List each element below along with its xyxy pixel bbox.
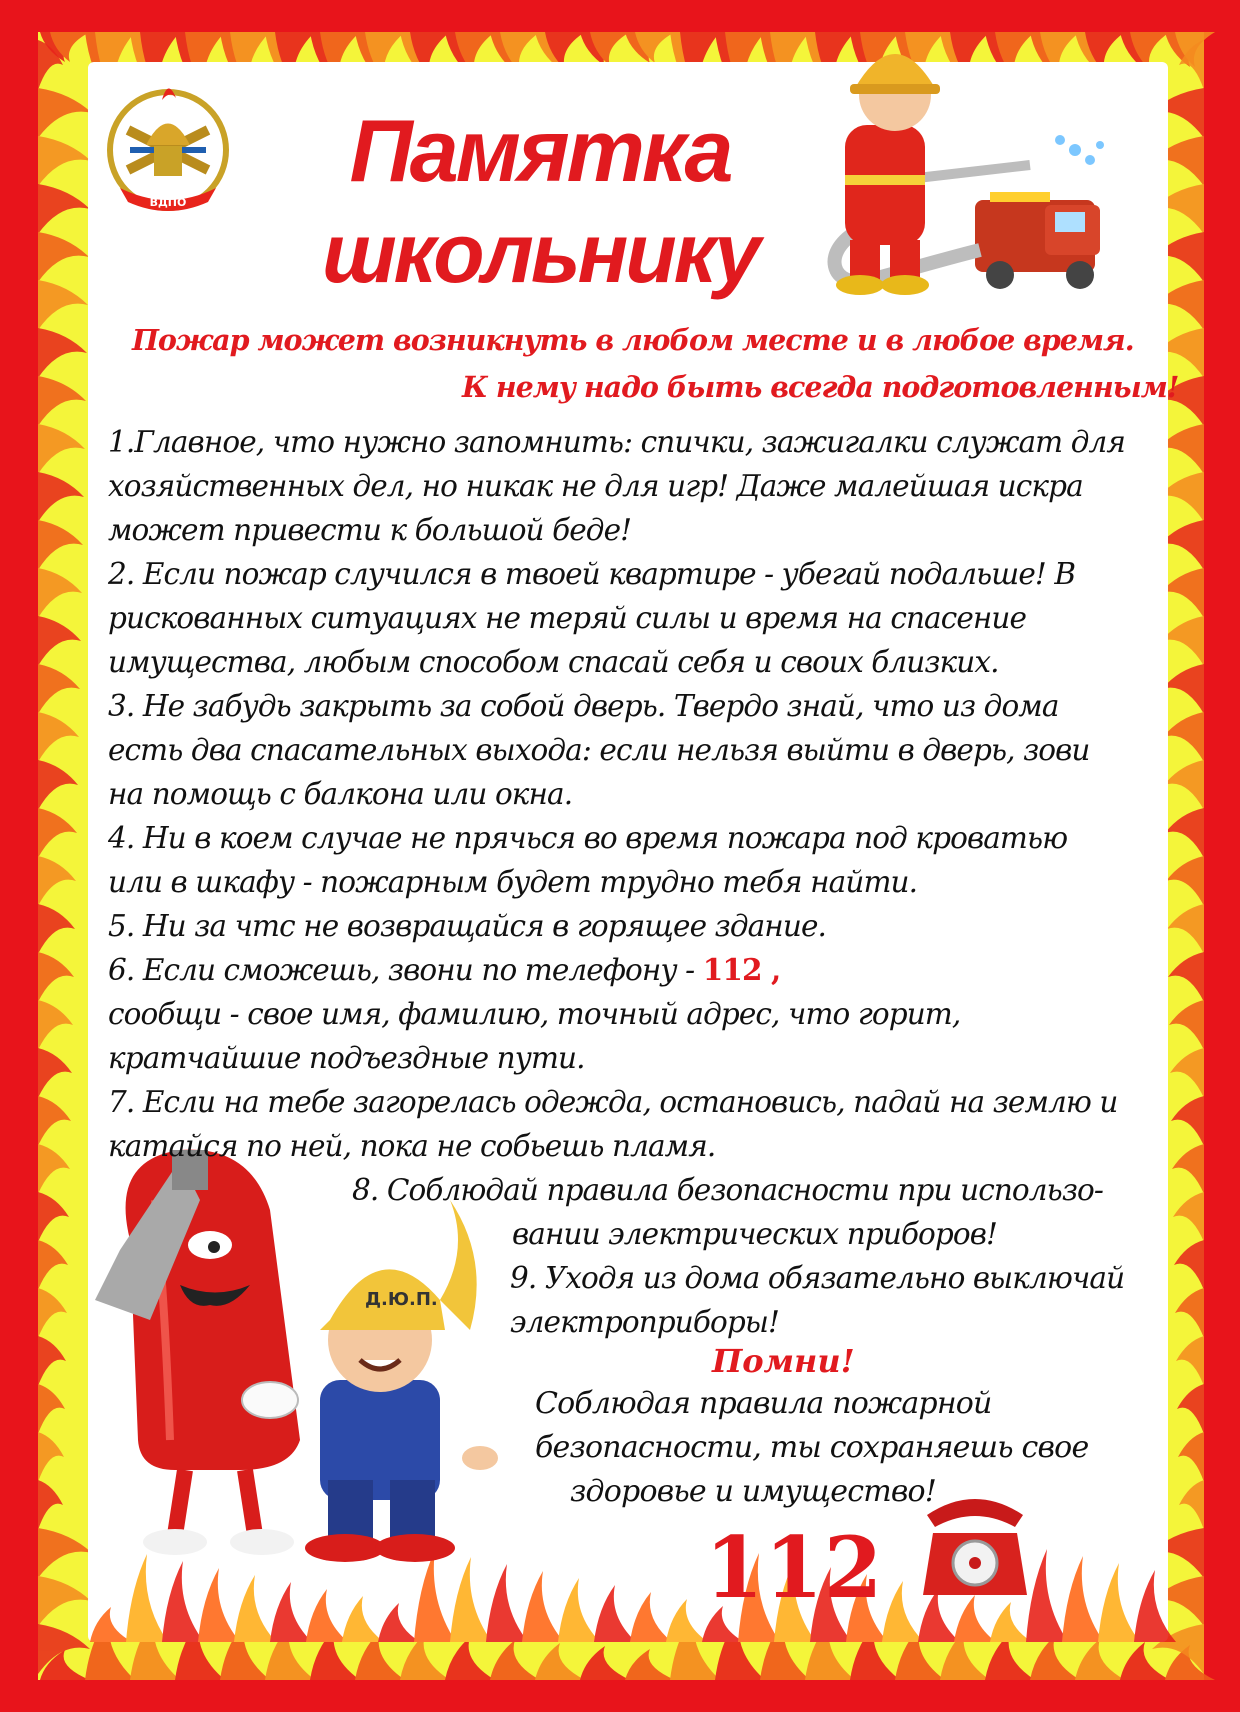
rule-6-suffix: , <box>761 952 781 987</box>
closing-line-1: Соблюдая правила пожарной <box>535 1386 992 1421</box>
rule-2-line-1: 2. Если пожар случился в твоей квартире - убегай подальше! В <box>108 557 1076 591</box>
rule-4-line-1: 4. Ни в коем случае не прячься во время пожара под кроватью <box>108 821 1068 855</box>
rule-1-line-1: 1.Главное, что нужно запомнить: спички, зажигалки служат для <box>108 425 1126 459</box>
rule-2-line-2: рискованных ситуациях не теряй силы и время на спасение <box>108 601 1027 635</box>
rule-7-line-2: катайся по ней, пока не собьешь пламя. <box>108 1129 716 1163</box>
rule-2-line-3: имущества, любым способом спасай себя и своих близких. <box>108 645 999 679</box>
rule-5-line-1: 5. Ни за чтс не возвращайся в горящее здание. <box>108 909 826 943</box>
rule-3-line-2: есть два спасательных выхода: если нельзя выйти в дверь, зови <box>108 733 1090 767</box>
rule-6-phone-number: 112 <box>702 952 762 987</box>
subtitle-line2: К нему надо быть всегда подготовленным! <box>462 370 1179 404</box>
vdpo-label: ВДПО <box>149 196 187 209</box>
rule-8-line-1: 8. Соблюдай правила безопасности при использо- <box>352 1173 1103 1207</box>
rule-9-line-2: электроприборы! <box>510 1305 779 1339</box>
boy-helmet-text: Д.Ю.П. <box>365 1289 438 1310</box>
rule-3-line-3: на помощь с балкона или окна. <box>108 777 573 811</box>
closing-line-3: здоровье и имущество! <box>570 1474 937 1509</box>
rule-9-line-1: 9. Уходя из дома обязательно выключай <box>510 1261 1125 1295</box>
rule-1-line-2: хозяйственных дел, но никак не для игр! Даже малейшая искра <box>108 469 1083 503</box>
rule-1-line-3: может привести к большой беде! <box>108 513 632 547</box>
rule-6-line-1 <box>108 948 780 992</box>
remember-heading: Помни! <box>712 1342 855 1380</box>
page-title-line1: Памятка <box>349 101 731 200</box>
emergency-number: 112 <box>705 1518 884 1617</box>
page-title-line2: школьнику <box>321 206 759 300</box>
rule-6-line-3: кратчайшие подъездные пути. <box>108 1041 585 1075</box>
rule-8-line-2: вании электрических приборов! <box>512 1217 997 1251</box>
rule-4-line-2: или в шкафу - пожарным будет трудно тебя найти. <box>108 865 918 899</box>
closing-line-2: безопасности, ты сохраняешь свое <box>535 1430 1089 1465</box>
subtitle-line1: Пожар может возникнуть в любом месте и в любое время. <box>132 323 1134 357</box>
rule-7-line-1: 7. Если на тебе загорелась одежда, остановись, падай на землю и <box>108 1085 1118 1119</box>
rule-6-line-2: сообщи - свое имя, фамилию, точный адрес, что горит, <box>108 997 961 1031</box>
rule-6-prefix: 6. Если сможешь, звони по телефону - <box>108 953 703 987</box>
rule-3-line-1: 3. Не забудь закрыть за собой дверь. Твердо знай, что из дома <box>108 689 1059 723</box>
